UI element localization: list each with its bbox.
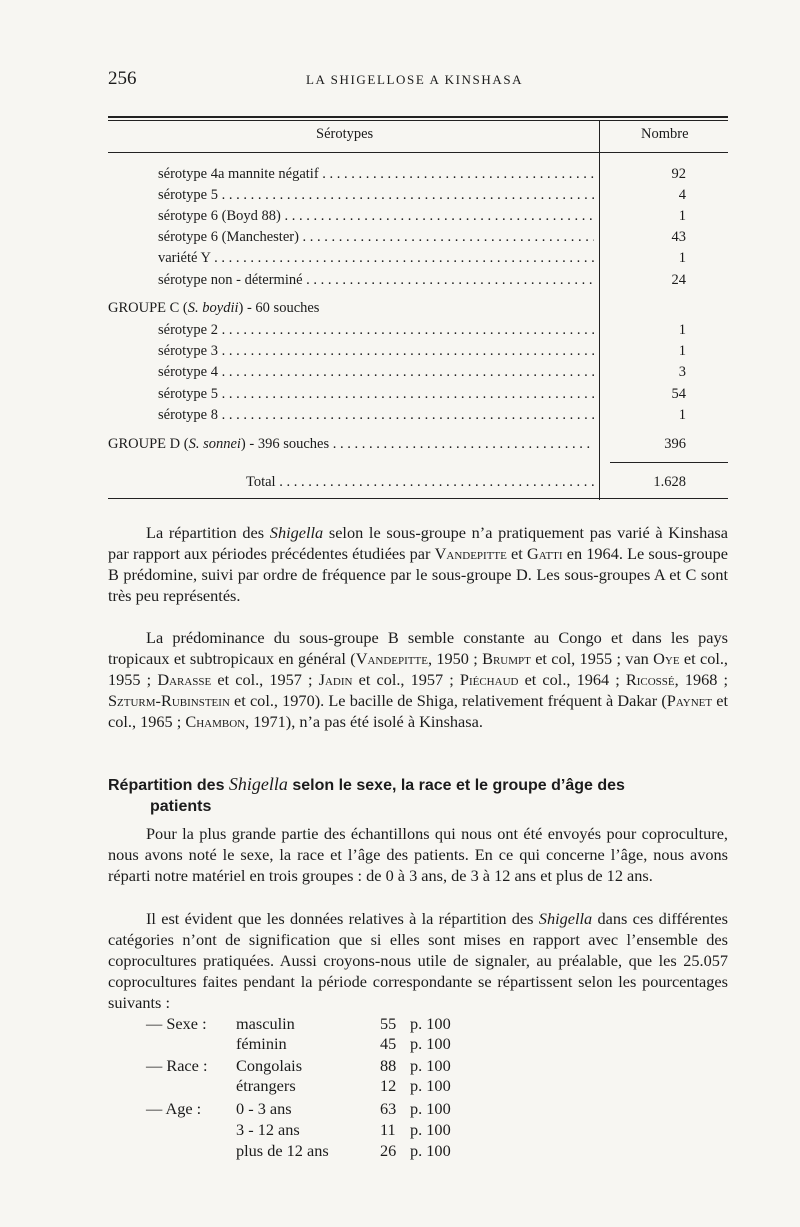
row-label: sérotype 5 . . . [158,187,594,204]
column-header-serotypes: Sérotypes [316,126,374,142]
stat-row: — Sexe : masculin 55 p. 100 [146,1014,451,1033]
table-row [108,407,728,428]
running-title: LA SHIGELLOSE A KINSHASA [306,72,524,87]
row-count: 396 [664,436,686,452]
column-header-nombre: Nombre [641,126,689,142]
table-row [108,386,728,407]
stat-row: 3 - 12 ans 11 p. 100 [236,1120,451,1139]
section-heading: Répartition des Shigella selon le sexe, la race et le groupe d’âge des patients [108,774,625,815]
table-row [108,343,728,364]
row-count: 43 [671,229,686,245]
table-row [108,364,728,385]
paragraph-2: La prédominance du sous-groupe B semble constante au Congo et dans les pays tropicaux et subtropicaux en général (Vandepitte, 1950 ; Brumpt et col, 1955 ; van Oye et col., 1955 ; Darasse et col., 1957 ; Jadin et col., 1957 ; Piéchaud et col., 1964 ; Ricossé, 1968 ; Szturm-Rubinstein et col., 1970). Le bacille de Shiga, relativement fréquent à Dakar (Paynet et col., 1965 ; Chambon, 1971), n’a pas été isolé à Kinshasa. [108,628,729,731]
group-d-heading: GROUPE D (S. sonnei) - 396 souches . . . [108,436,594,453]
row-label: sérotype 5 . . . [158,386,594,403]
total-row [108,474,728,495]
stat-row: féminin 45 p. 100 [236,1034,451,1053]
row-label: sérotype 4 . . . [158,364,594,381]
table-row [108,187,728,208]
table-row [108,166,728,187]
total-count: 1.628 [653,474,686,490]
row-label: sérotype 8 . . . [158,407,594,424]
table-row [108,208,728,229]
row-label: sérotype 6 (Boyd 88) . . . [158,208,594,225]
table-bottom-rule [108,498,728,499]
row-count: 24 [671,272,686,288]
stat-row: — Race : Congolais 88 p. 100 [146,1056,451,1075]
page-number: 256 [108,68,137,89]
row-count: 3 [678,364,686,380]
group-c-heading: GROUPE C (S. boydii) - 60 souches [108,300,320,316]
row-count: 1 [678,250,686,266]
table-row [108,322,728,343]
row-label: sérotype 6 (Manchester) . . . [158,229,594,246]
table-top-rule [108,116,728,118]
stat-row: plus de 12 ans 26 p. 100 [236,1141,451,1160]
row-label: sérotype 4a mannite négatif . . . [158,166,594,183]
header-rule [108,152,728,153]
row-label: variété Y . . . [158,250,594,267]
total-rule [610,462,728,463]
table-row [108,229,728,250]
group-d-row [108,436,728,457]
row-count: 1 [678,322,686,338]
row-count: 1 [678,343,686,359]
table-row [108,250,728,271]
row-label: sérotype non - déterminé . . . [158,272,594,289]
row-label: sérotype 2 . . . [158,322,594,339]
row-label: sérotype 3 . . . [158,343,594,360]
row-count: 92 [671,166,686,182]
stat-row: étrangers 12 p. 100 [236,1076,451,1095]
table-row [108,272,728,293]
row-count: 1 [678,208,686,224]
total-label: Total . . . [246,474,596,491]
paragraph-4: Il est évident que les données relatives à la répartition des Shigella dans ces différentes catégories n’ont de signification que si elles sont mises en rapport avec l’ensemble des coprocultures pratiquées. Aussi croyons-nous utile de signaler, au préalable, que les 25.057 coprocultures faites pendant la période correspondante se répartissent selon les pourcentages suivants : [108,909,728,1012]
row-count: 1 [678,407,686,423]
row-count: 54 [671,386,686,402]
serotype-table [108,116,728,501]
row-count: 4 [678,187,686,203]
table-top-rule-thin [108,120,728,121]
paragraph-3: Pour la plus grande partie des échantillons qui nous ont été envoyés pour coproculture, nous avons noté le sexe, la race et l’âge des patients. En ce qui concerne l’âge, nous avons réparti notre matériel en trois groupes : de 0 à 3 ans, de 3 à 12 ans et plus de 12 ans. [108,824,728,885]
page-header [108,68,728,92]
paragraph-1: La répartition des Shigella selon le sous-groupe n’a pratiquement pas varié à Kinshasa par rapport aux périodes précédentes étudiées par Vandepitte et Gatti en 1964. Le sous-groupe B prédomine, suivi par ordre de fréquence par le sous-groupe D. Les sous-groupes A et C sont très peu représentés. [108,523,728,605]
stat-row: — Age : 0 - 3 ans 63 p. 100 [146,1099,451,1118]
